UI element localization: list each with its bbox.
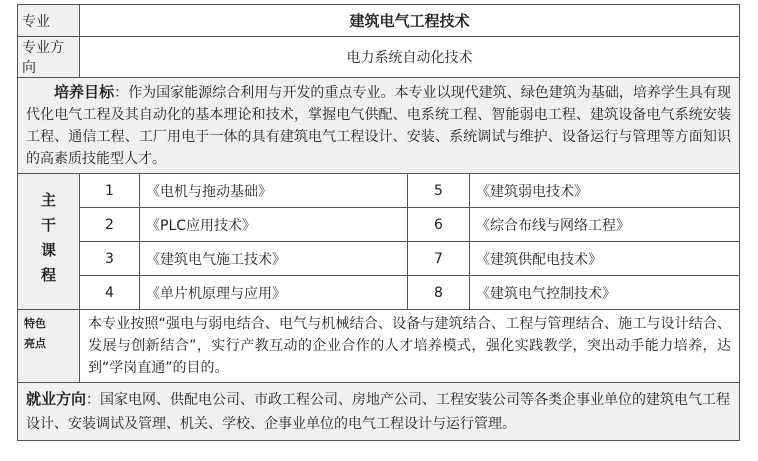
- major-row: [18, 5, 740, 37]
- course-num: 6: [408, 208, 470, 242]
- courses-label: 主干课程: [18, 174, 80, 310]
- course-name: 《建筑供配电技术》: [470, 242, 740, 276]
- course-row-3: [18, 242, 740, 276]
- goal-paragraph: [18, 78, 740, 174]
- program-info: [17, 4, 739, 441]
- course-num: 5: [408, 174, 470, 208]
- employment-text: ：国家电网、供配电公司、市政工程公司、房地产公司、工程安装公司等各类企事业单位的建筑电气工程设计、安装调试及管理、机关、学校、企事业单位的电气工程设计与运行管理。: [26, 392, 731, 432]
- employment-paragraph: [18, 383, 740, 441]
- course-row-2: [18, 208, 740, 242]
- course-num: 1: [80, 174, 140, 208]
- features-text: 本专业按照“强电与弱电结合、电气与机械结合、设备与建筑结合、工程与管理结合、施工与设计结合、发展与创新结合”，实行产教互动的企业合作的人才培养模式，强化实践教学，突出动手能力培养，达到“学岗直通”的目的。: [80, 310, 740, 383]
- direction-row: [18, 37, 740, 78]
- course-num: 3: [80, 242, 140, 276]
- features-row: [18, 310, 740, 383]
- major-name: 建筑电气工程技术: [80, 5, 740, 37]
- course-name: 《单片机原理与应用》: [140, 276, 408, 310]
- goal-row: [18, 78, 740, 174]
- goal-text: ：作为国家能源综合利用与开发的重点专业。本专业以现代建筑、绿色建筑为基础，培养学生具有现代化电气工程及其自动化的基本理论和技术，掌握电气供配、电系统工程、智能弱电工程、建筑设备电气系统安装工程、通信工程、工厂用电于一体的具有建筑电气工程设计、安装、系统调试与维护、设备运行与管理等方面知识的高素质技能型人才。: [26, 85, 732, 167]
- course-row-1: [18, 174, 740, 208]
- course-name: 《建筑电气施工技术》: [140, 242, 408, 276]
- course-name: 《综合布线与网络工程》: [470, 208, 740, 242]
- features-label-line1: 特色: [24, 317, 46, 330]
- features-label: [18, 310, 80, 383]
- course-name: 《建筑电气控制技术》: [470, 276, 740, 310]
- direction-name: 电力系统自动化技术: [80, 37, 740, 78]
- course-name: 《PLC应用技术》: [140, 208, 408, 242]
- goal-heading: 培养目标: [54, 83, 115, 101]
- employment-heading: 就业方向: [26, 390, 87, 408]
- program-table: [17, 4, 740, 441]
- features-label-line2: 亮点: [24, 337, 46, 350]
- course-num: 2: [80, 208, 140, 242]
- course-num: 4: [80, 276, 140, 310]
- employment-row: [18, 383, 740, 441]
- course-num: 7: [408, 242, 470, 276]
- course-num: 8: [408, 276, 470, 310]
- course-row-4: [18, 276, 740, 310]
- course-name: 《建筑弱电技术》: [470, 174, 740, 208]
- direction-label: 专业方向: [18, 37, 80, 78]
- major-label: 专业: [18, 5, 80, 37]
- course-name: 《电机与拖动基础》: [140, 174, 408, 208]
